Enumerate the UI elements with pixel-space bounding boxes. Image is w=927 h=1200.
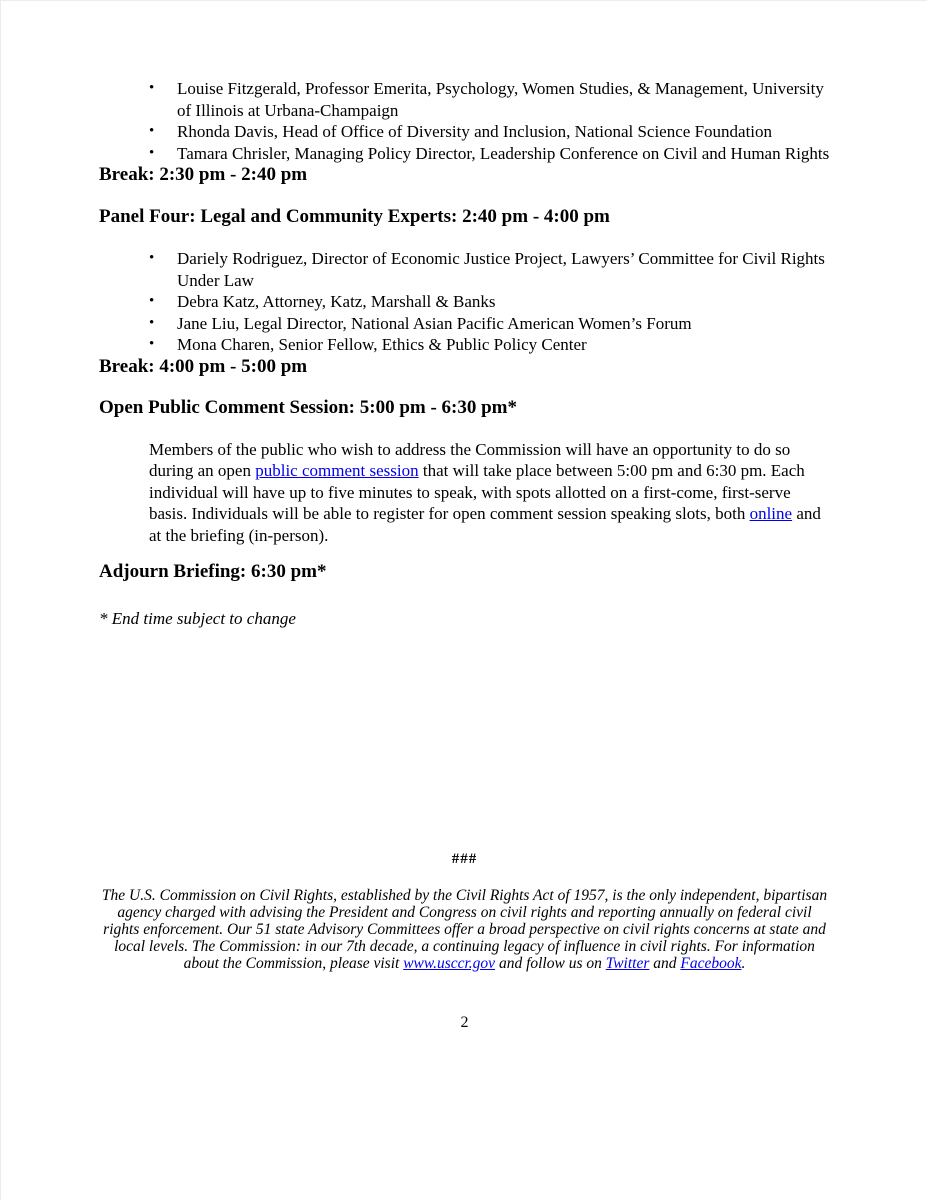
speaker-item: • Tamara Chrisler, Managing Policy Director, Leadership Conference on Civil and Human Rights (177, 143, 830, 165)
end-of-release-marker: ### (451, 851, 478, 867)
paragraph-text: Members of the public who wish to address the Commission will have an opportunity to do so during an open (149, 439, 791, 480)
speaker-item: • Jane Liu, Legal Director, National Asian Pacific American Women’s Forum (177, 313, 830, 335)
document-body (1, 1, 927, 1200)
paragraph-text: and at the briefing (in-person). (149, 504, 821, 545)
about-commission-paragraph (99, 887, 830, 973)
speaker-item: • Rhonda Davis, Head of Office of Diversity and Inclusion, National Science Foundation (177, 121, 830, 143)
public-comment-session-link[interactable]: public comment session (255, 461, 419, 480)
break-two-heading: Break: 4:00 pm - 5:00 pm (99, 355, 308, 377)
speaker-item: • Mona Charen, Senior Fellow, Ethics & Public Policy Center (177, 334, 830, 356)
adjourn-heading: Adjourn Briefing: 6:30 pm* (99, 561, 327, 582)
page-number: 2 (460, 1013, 469, 1031)
break-one-heading: Break: 2:30 pm - 2:40 pm (99, 164, 308, 185)
paragraph-text: that will take place between 5:00 pm and 6:30 pm. Each individual will have up to five minutes to speak, with spots allotted on a first-come, first-serve basis. Individuals will be able to register for open comment session speaking slots, both (149, 461, 805, 523)
facebook-link[interactable]: Facebook (680, 955, 742, 973)
end-time-footnote: * End time subject to change (99, 608, 296, 628)
paragraph-text: . (741, 955, 746, 973)
paragraph-text: and follow us on (495, 955, 606, 973)
panel-four-heading: Panel Four: Legal and Community Experts: 2:40 pm - 4:00 pm (99, 205, 610, 227)
panel-four-speaker-list (99, 248, 830, 356)
paragraph-text: The U.S. Commission on Civil Rights, established by the Civil Rights Act of 1957, is the only independent, bipartisan agency charged with advising the President and Congress on civil rights and reporting annually on federal civil rights enforcement. Our 51 state Advisory Committees offer a broad perspective on civil rights concerns at state and local levels. The Commission: in our 7th decade, a continuing legacy of influence in civil rights. For information about the Commission, please visit (101, 886, 828, 973)
panel-three-speaker-list (99, 78, 830, 164)
speaker-item: • Louise Fitzgerald, Professor Emerita, Psychology, Women Studies, & Management, University of Illinois at Urbana-Champaign (177, 78, 830, 121)
speaker-item: • Debra Katz, Attorney, Katz, Marshall & Banks (177, 291, 830, 313)
online-registration-link[interactable]: online (749, 504, 793, 523)
open-comment-paragraph (149, 439, 830, 547)
usccr-gov-link[interactable]: www.usccr.gov (403, 955, 496, 973)
twitter-link[interactable]: Twitter (605, 955, 650, 973)
speaker-item: • Dariely Rodriguez, Director of Economic Justice Project, Lawyers’ Committee for Civil Rights Under Law (177, 248, 830, 291)
open-comment-heading: Open Public Comment Session: 5:00 pm - 6:30 pm* (99, 397, 518, 418)
paragraph-text: and (649, 955, 681, 973)
